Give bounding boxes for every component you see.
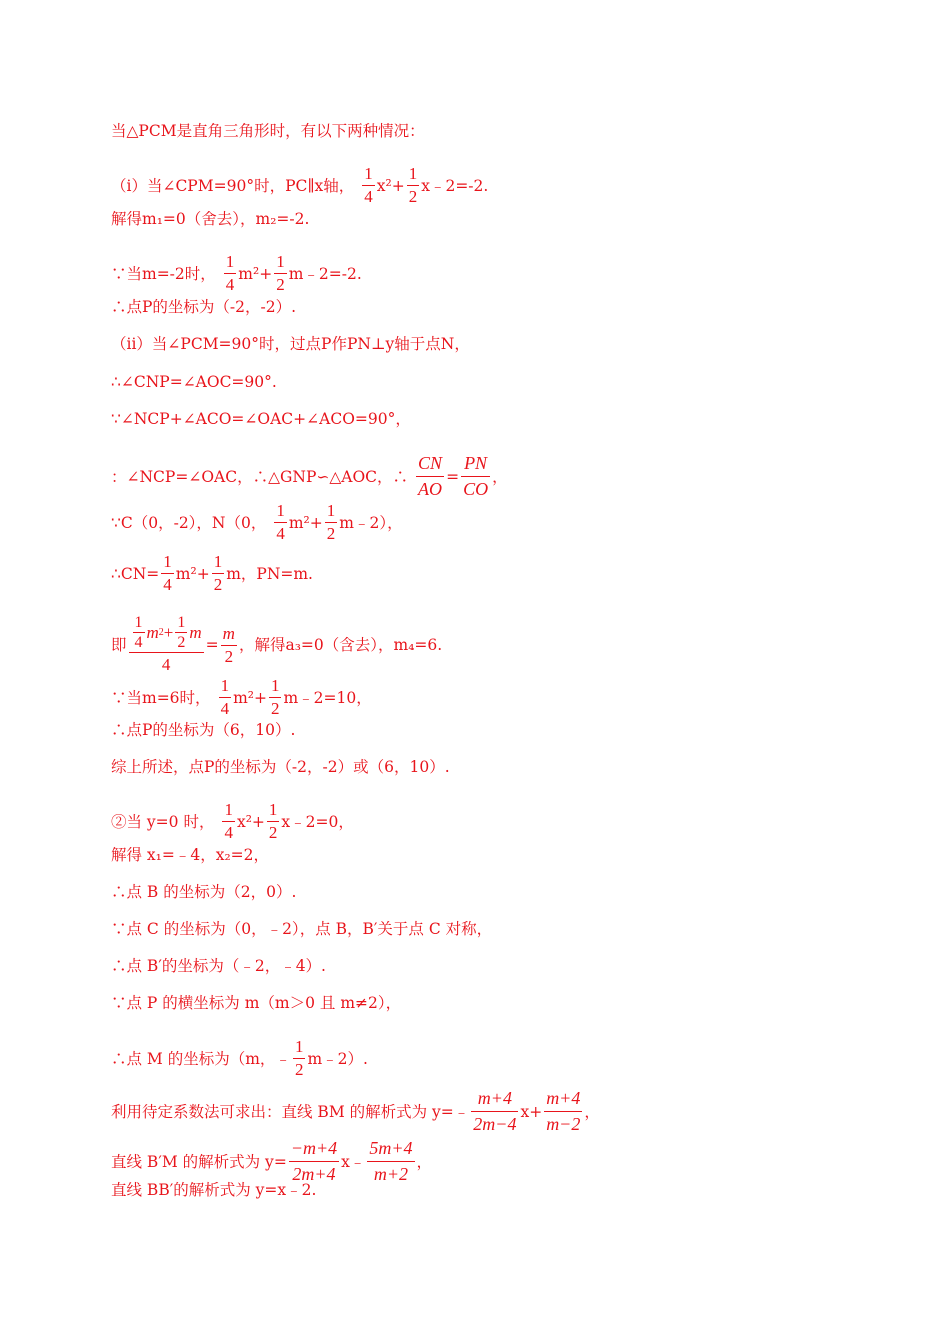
fraction: $\frac{1}{2}$	[177, 614, 186, 651]
fraction: $\frac{m+4}{2m-4}$	[473, 1088, 517, 1134]
equation-line: （i）当∠CPM=90°时，PC∥x轴， $\frac{1}{4}$ x²+ $\frac{1}{2}$ x﹣2=-2.	[111, 164, 489, 206]
fraction: $\frac{1}{2}$	[213, 552, 223, 594]
text-line: 当△PCM是直角三角形时，有以下两种情况：	[111, 122, 425, 140]
text-line: 直线 BB′的解析式为 y=x﹣2.	[111, 1181, 317, 1199]
equation-line: ∴CN= $\frac{1}{4}$ m²+ $\frac{1}{2}$ m，PN=m.	[111, 552, 313, 594]
text-line: ∴∠CNP=∠AOC=90°.	[111, 373, 277, 391]
text-line: ∴点P的坐标为（-2，-2）.	[111, 298, 297, 316]
fraction: $\frac{CN}{AO}$	[418, 453, 443, 499]
text-line: 综上所述，点P的坐标为（-2，-2）或（6，10）.	[111, 758, 450, 776]
text-line: ∴点 B 的坐标为（2，0）.	[111, 883, 297, 901]
equation-line: 利用待定系数法可求出：直线 BM 的解析式为 y=﹣ $\frac{m+4}{2m-4}$ x+ $\frac{m+4}{m-2}$ ，	[111, 1086, 600, 1137]
fraction: $\frac{m+4}{m-2}$	[546, 1088, 581, 1134]
equation-line: ∵C（0，-2），N（0， $\frac{1}{4}$ m²+ $\frac{1}{2}$ m﹣2），	[111, 501, 403, 543]
fraction: $\frac{1}{2}$	[294, 1037, 304, 1079]
text-line: ∴点 B′的坐标为（﹣2，﹣4）.	[111, 957, 326, 975]
equation-line: ∵当m=-2时， $\frac{1}{4}$ m²+ $\frac{1}{2}$ m﹣2=-2.	[111, 252, 362, 294]
fraction: $\frac{m}{2}$	[222, 623, 235, 666]
text-line: ∵点 C 的坐标为（0，﹣2），点 B，B′关于点 C 对称，	[111, 920, 493, 938]
text-line: ∵∠NCP+∠ACO=∠OAC+∠ACO=90°，	[111, 410, 411, 428]
equation-line: ②当 y=0 时， $\frac{1}{4}$ x²+ $\frac{1}{2}$ x﹣2=0，	[111, 800, 354, 842]
text-line: 解得 x₁=﹣4，x₂=2，	[111, 846, 270, 864]
fraction: $\frac{1}{4}$	[276, 501, 285, 543]
fraction: $\frac{1}{4}$	[163, 552, 172, 594]
equation-line: 即 $\frac{1}{4}$ m 2 + $\frac{1}{2}$ m 4 = $\frac{m}{2}$ ，解得a₃=0（含去），m₄=6.	[111, 613, 442, 677]
compound-fraction: $\frac{1}{4}$ m 2 + $\frac{1}{2}$ m 4	[129, 613, 204, 677]
fraction: $\frac{1}{2}$	[270, 676, 280, 718]
fraction: $\frac{1}{2}$	[408, 164, 418, 206]
fraction: $\frac{1}{2}$	[268, 800, 278, 842]
fraction: $\frac{-m+4}{2m+4}$	[290, 1138, 338, 1184]
equation-line: ：∠NCP=∠OAC，∴△GNP∽△AOC，∴ $\frac{CN}{AO}$ = $\frac{PN}{CO}$ ，	[111, 451, 508, 502]
equation-line: ∵当m=6时， $\frac{1}{4}$ m²+ $\frac{1}{2}$ m﹣2=10，	[111, 676, 372, 718]
fraction: $\frac{1}{4}$	[220, 676, 230, 718]
text-line: ∵点 P 的横坐标为 m（m＞0 且 m≠2），	[111, 994, 402, 1012]
fraction: $\frac{1}{2}$	[276, 252, 285, 294]
text-line: ∴点P的坐标为（6，10）.	[111, 721, 296, 739]
equation-line: 直线 B′M 的解析式为 y= $\frac{-m+4}{2m+4}$ x﹣ $\frac{5m+4}{m+2}$ ，	[111, 1136, 432, 1187]
text-line: 解得m₁=0（舍去），m₂=-2.	[111, 210, 310, 228]
fraction: $\frac{PN}{CO}$	[463, 453, 489, 499]
fraction: $\frac{5m+4}{m+2}$	[369, 1138, 413, 1184]
fraction: $\frac{1}{4}$	[134, 614, 143, 651]
fraction: $\frac{1}{4}$	[224, 800, 233, 842]
text-line: （ii）当∠PCM=90°时，过点P作PN⊥y轴于点N，	[111, 335, 470, 353]
fraction: $\frac{1}{4}$	[225, 252, 235, 294]
fraction: $\frac{1}{4}$	[364, 164, 373, 206]
equation-line: ∴点 M 的坐标为（m，﹣ $\frac{1}{2}$ m﹣2）.	[111, 1037, 368, 1079]
fraction: $\frac{1}{2}$	[326, 501, 336, 543]
